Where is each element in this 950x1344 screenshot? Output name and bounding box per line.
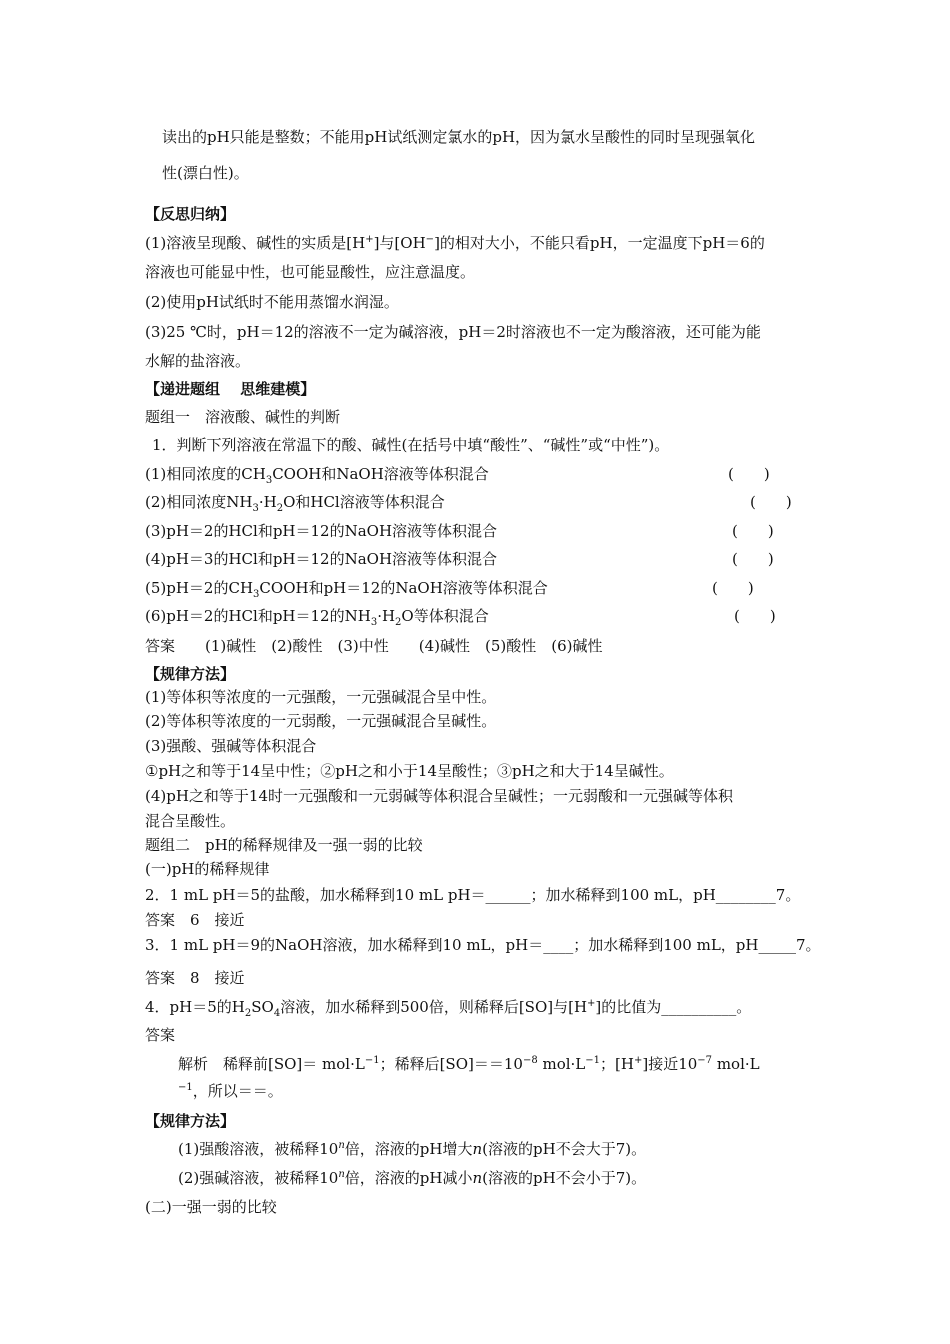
paragraph-line: (2)等体积等浓度的一元弱酸，一元强碱混合呈碱性。 [145, 712, 497, 730]
explanation-line: $^{-1}$，所以＝＝。 [178, 1082, 283, 1100]
sub-question: (4)pH＝3的HCl和pH＝12的NaOH溶液等体积混合 [145, 550, 498, 568]
paragraph-line: 读出的pH只能是整数；不能用pH试纸测定氯水的pH，因为氯水呈酸性的同时呈现强氧化 [162, 128, 756, 146]
answer-line: 答案 (1)碱性 (2)酸性 (3)中性 (4)碱性 (5)酸性 (6)碱性 [145, 637, 603, 655]
answer-paren: ( ) [750, 493, 792, 511]
section-heading: 【规律方法】 [145, 1112, 236, 1130]
paragraph-line: (2)使用pH试纸时不能用蒸馏水润湿。 [145, 293, 399, 311]
section-heading: 【反思归纳】 [145, 205, 236, 223]
paragraph-line: (3)强酸、强碱等体积混合 [145, 737, 317, 755]
paragraph-line: ①pH之和等于14呈中性；②pH之和小于14呈酸性；③pH之和大于14呈碱性。 [145, 762, 674, 780]
answer-paren: ( ) [732, 522, 774, 540]
paragraph-line: (1)溶液呈现酸、碱性的实质是[H+]与[OH−]的相对大小，不能只看pH，一定温度下pH＝6的 [145, 234, 765, 252]
section-heading: 【递进题组 思维建模】 [145, 380, 316, 398]
answer-line: 答案 6 接近 [145, 911, 245, 929]
question-text: 2．1 mL pH＝5的盐酸，加水稀释到10 mL pH＝______；加水稀释到100 mL，pH________7。 [145, 886, 801, 904]
section-heading: 【规律方法】 [145, 665, 236, 683]
paragraph-line: (3)25 ℃时，pH＝12的溶液不一定为碱溶液，pH＝2时溶液也不一定为酸溶液，还可能为能 [145, 323, 761, 341]
paragraph-line: (2)强碱溶液，被稀释10$^n$倍，溶液的pH减小n(溶液的pH不会小于7)。 [178, 1169, 647, 1187]
sub-question: (3)pH＝2的HCl和pH＝12的NaOH溶液等体积混合 [145, 522, 498, 540]
sub-question: (2)相同浓度$NH_3\cdot H_2O$和HCl溶液等体积混合 [145, 493, 445, 514]
paragraph-line: 溶液也可能显中性，也可能显酸性，应注意温度。 [145, 263, 476, 281]
answer-line: 答案 [145, 1026, 176, 1044]
answer-paren: ( ) [728, 465, 770, 483]
sub-question: (6)pH＝2的HCl和pH＝12的$NH_3\cdot H_2O$等体积混合 [145, 607, 489, 628]
sub-question: (1)相同浓度的$CH_3COOH$和NaOH溶液等体积混合 [145, 465, 489, 486]
paragraph-line: 水解的盐溶液。 [145, 352, 251, 370]
question-text: 1．判断下列溶液在常温下的酸、碱性(在括号中填“酸性”、“碱性”或“中性”)。 [152, 436, 670, 454]
paragraph-line: 混合呈酸性。 [145, 812, 236, 830]
sub-question: (5)pH＝2的$CH_3COOH$和pH＝12的NaOH溶液等体积混合 [145, 579, 548, 600]
explanation-line: 解析 稀释前$[SO]= mol\cdot L^{-1}$；稀释后$[SO]==10^{-8}$ $mol\cdot L^{-1}$；[H+]接近$10^{-7}$ mol·L [178, 1055, 760, 1073]
subsection-title: (二)一强一弱的比较 [145, 1198, 277, 1216]
subsection-title: (一)pH的稀释规律 [145, 860, 270, 878]
answer-paren: ( ) [734, 607, 776, 625]
group-title: 题组二 pH的稀释规律及一强一弱的比较 [145, 836, 423, 854]
question-text: 4．pH＝5的$H_2SO_4$溶液，加水稀释到500倍，则稀释后[SO]与[H+]的比值为__________。 [145, 998, 752, 1019]
answer-paren: ( ) [732, 550, 774, 568]
question-text: 3．1 mL pH＝9的NaOH溶液，加水稀释到10 mL，pH＝____；加水稀释到100 mL，pH_____7。 [145, 936, 821, 954]
answer-paren: ( ) [712, 579, 754, 597]
paragraph-line: 性(漂白性)。 [162, 164, 249, 182]
group-title: 题组一 溶液酸、碱性的判断 [145, 408, 341, 426]
paragraph-line: (1)等体积等浓度的一元强酸，一元强碱混合呈中性。 [145, 688, 497, 706]
answer-line: 答案 8 接近 [145, 969, 245, 987]
paragraph-line: (1)强酸溶液，被稀释10$^n$倍，溶液的pH增大n(溶液的pH不会大于7)。 [178, 1140, 647, 1158]
paragraph-line: (4)pH之和等于14时一元强酸和一元弱碱等体积混合呈碱性；一元弱酸和一元强碱等体积 [145, 787, 734, 805]
